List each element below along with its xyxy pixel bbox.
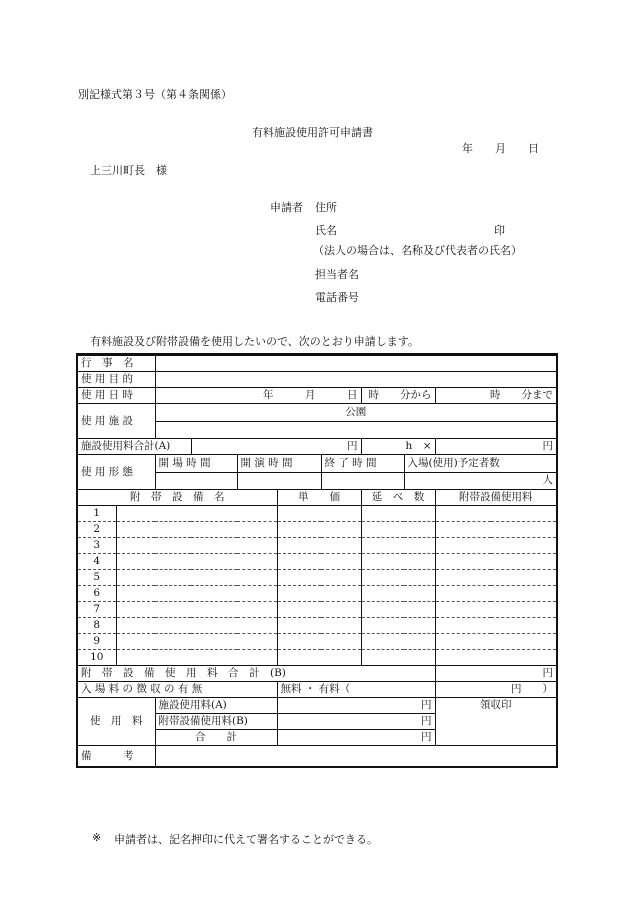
equipment-name-field[interactable]: [116, 586, 277, 602]
fee-field[interactable]: [435, 506, 557, 522]
unit-price-field[interactable]: [277, 618, 361, 634]
fee-b-label: 附帯設備使用料(B): [155, 714, 277, 730]
row-number: 9: [77, 634, 116, 650]
usage-fee-row: [77, 698, 557, 714]
corporation-note: （法人の場合は、名称及び代表者の氏名）: [313, 244, 522, 257]
row-number: 5: [77, 570, 116, 586]
date-line: 年 月 日: [462, 142, 539, 155]
equipment-name-field[interactable]: [116, 538, 277, 554]
application-table: [76, 353, 558, 768]
count-field[interactable]: [361, 570, 435, 586]
table-row: [77, 570, 557, 586]
facility-row: [77, 404, 557, 422]
row-number: 2: [77, 522, 116, 538]
count-field[interactable]: [361, 506, 435, 522]
equipment-name-header: 附 帯 設 備 名: [77, 490, 277, 506]
facility-fee-label: 施設使用料合計(A): [77, 439, 191, 455]
applicant-label: 申請者: [270, 201, 303, 214]
row-number: 6: [77, 586, 116, 602]
table-row: [77, 602, 557, 618]
unit-price-field[interactable]: [277, 506, 361, 522]
unit-price-field[interactable]: [277, 650, 361, 666]
usage-form-row: [77, 455, 557, 473]
usage-form-label: 使 用 形 態: [77, 455, 155, 490]
admission-option[interactable]: 無料 ・ 有料（: [277, 682, 435, 698]
purpose-row: [77, 372, 557, 388]
purpose-label: 使 用 目 的: [77, 372, 155, 388]
remarks-label: 備 考: [77, 746, 155, 768]
remarks-field[interactable]: [155, 746, 557, 768]
count-field[interactable]: [361, 538, 435, 554]
fee-field[interactable]: [435, 554, 557, 570]
fee-field[interactable]: [435, 618, 557, 634]
facility-field[interactable]: [155, 421, 557, 439]
count-field[interactable]: [361, 634, 435, 650]
equipment-total-field[interactable]: 円: [435, 666, 557, 682]
equipment-name-field[interactable]: [116, 522, 277, 538]
row-number: 8: [77, 618, 116, 634]
remarks-row: [77, 746, 557, 768]
fee-field[interactable]: [435, 650, 557, 666]
row-number: 3: [77, 538, 116, 554]
equipment-name-field[interactable]: [116, 618, 277, 634]
facility-park-field[interactable]: 公園: [155, 404, 557, 422]
name-label: 氏名: [315, 224, 337, 237]
equipment-name-field[interactable]: [116, 506, 277, 522]
end-time-field[interactable]: [321, 472, 404, 490]
equipment-total-row: [77, 666, 557, 682]
address-label: 住所: [315, 201, 337, 214]
equipment-name-field[interactable]: [116, 602, 277, 618]
equipment-total-label: 附 帯 設 備 使 用 料 合 計 (B): [77, 666, 435, 682]
fee-field[interactable]: [435, 602, 557, 618]
unit-price-header: 単 価: [277, 490, 361, 506]
start-time-label: 開 演 時 間: [237, 455, 321, 473]
event-name-field[interactable]: [155, 356, 557, 372]
hours-field[interactable]: h ×: [361, 439, 435, 455]
fee-sum-label: 合 計: [155, 730, 277, 746]
table-row: [77, 650, 557, 666]
fee-field[interactable]: [435, 634, 557, 650]
fee-a-label: 施設使用料(A): [155, 698, 277, 714]
row-number: 10: [77, 650, 116, 666]
admission-label: 入 場 料 の 徴 収 の 有 無: [77, 682, 277, 698]
unit-price-field[interactable]: [277, 522, 361, 538]
seal-mark: 印: [494, 224, 505, 237]
addressee: 上三川町長 様: [90, 164, 167, 177]
admission-fee-field[interactable]: 円 ）: [435, 682, 557, 698]
usage-fee-label: 使 用 料: [77, 698, 155, 746]
form-title: 有料施設使用許可申請書: [252, 126, 373, 139]
table-row: [77, 538, 557, 554]
date-field[interactable]: 年 月 日: [155, 388, 361, 404]
open-time-field[interactable]: [155, 472, 237, 490]
count-field[interactable]: [361, 554, 435, 570]
table-row: [77, 506, 557, 522]
unit-price-field[interactable]: [277, 570, 361, 586]
count-field[interactable]: [361, 650, 435, 666]
contact-label: 担当者名: [315, 268, 359, 281]
row-number: 4: [77, 554, 116, 570]
footer-note: 申請者は、記名押印に代えて署名することができる。: [114, 833, 378, 846]
attendance-field[interactable]: 人: [404, 472, 557, 490]
unit-price-field[interactable]: [277, 554, 361, 570]
datetime-row: [77, 388, 557, 404]
row-number: 1: [77, 506, 116, 522]
table-row: [77, 634, 557, 650]
receipt-seal-box: 領収印: [435, 698, 557, 746]
equipment-fee-header: 附帯設備使用料: [435, 490, 557, 506]
count-field[interactable]: [361, 586, 435, 602]
count-field[interactable]: [361, 602, 435, 618]
unit-price-field[interactable]: [277, 538, 361, 554]
table-row: [77, 522, 557, 538]
equipment-name-field[interactable]: [116, 634, 277, 650]
facility-fee-row: [77, 439, 557, 455]
open-time-label: 開 場 時 間: [155, 455, 237, 473]
fee-field[interactable]: [435, 522, 557, 538]
datetime-label: 使 用 日 時: [77, 388, 155, 404]
fee-sum-field[interactable]: 円: [277, 730, 435, 746]
unit-price-field[interactable]: [277, 602, 361, 618]
unit-price-field[interactable]: [277, 634, 361, 650]
event-name-row: [77, 356, 557, 372]
time-to-field[interactable]: 時 分まで: [435, 388, 557, 404]
form-number: 別記様式第３号（第４条関係）: [78, 88, 232, 101]
table-row: [77, 586, 557, 602]
equipment-header-row: [77, 490, 557, 506]
table-row: [77, 554, 557, 570]
count-field[interactable]: [361, 618, 435, 634]
fee-b-field[interactable]: 円: [277, 714, 435, 730]
fee-a-field[interactable]: 円: [277, 698, 435, 714]
facility-fee-field[interactable]: 円: [191, 439, 361, 455]
table-row: [77, 618, 557, 634]
equipment-name-field[interactable]: [116, 554, 277, 570]
purpose-field[interactable]: [155, 372, 557, 388]
unit-price-field[interactable]: [277, 586, 361, 602]
facility-label: 使 用 施 設: [77, 404, 155, 439]
start-time-field[interactable]: [237, 472, 321, 490]
fee-field[interactable]: [435, 570, 557, 586]
hourly-fee-field[interactable]: 円: [435, 439, 557, 455]
equipment-name-field[interactable]: [116, 650, 277, 666]
admission-row: [77, 682, 557, 698]
intro-text: 有料施設及び附帯設備を使用したいので、次のとおり申請します。: [90, 335, 419, 348]
time-from-field[interactable]: 時 分から: [361, 388, 435, 404]
phone-label: 電話番号: [315, 291, 359, 304]
note-mark: ※: [92, 831, 102, 844]
attendance-label: 入場(使用)予定者数: [404, 455, 557, 473]
equipment-name-field[interactable]: [116, 570, 277, 586]
end-time-label: 終 了 時 間: [321, 455, 404, 473]
fee-field[interactable]: [435, 538, 557, 554]
row-number: 7: [77, 602, 116, 618]
event-name-label: 行 事 名: [77, 356, 155, 372]
count-field[interactable]: [361, 522, 435, 538]
total-count-header: 延 べ 数: [361, 490, 435, 506]
fee-field[interactable]: [435, 586, 557, 602]
